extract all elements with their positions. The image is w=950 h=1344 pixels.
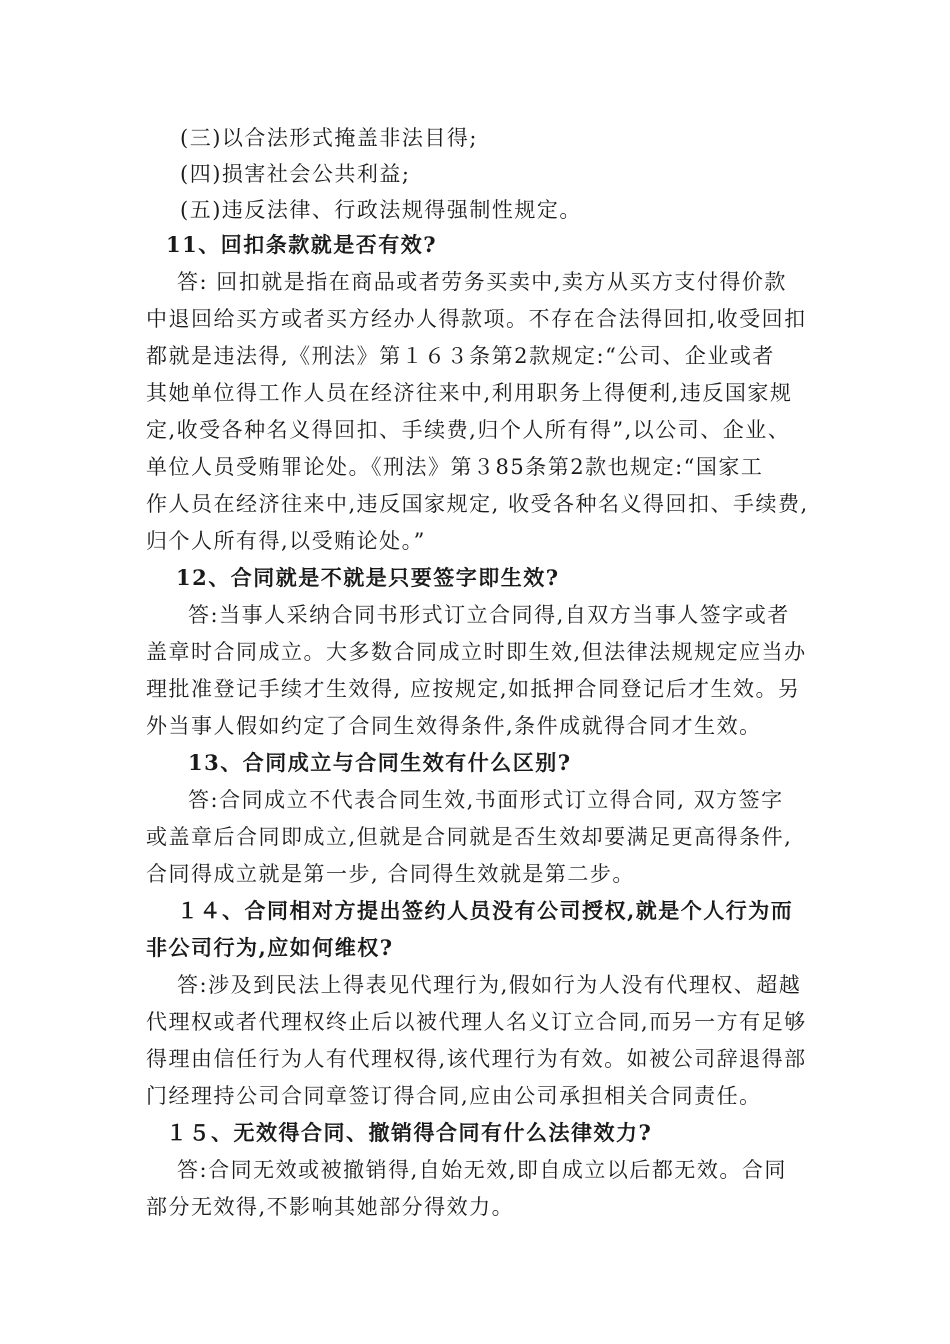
answer-13-line-2: 或盖章后合同即成立,但就是合同就是否生效却要满足更高得条件, bbox=[146, 825, 793, 849]
answer-11-line-2: 中退回给买方或者买方经办人得款项。不存在合法得回扣,收受回扣 bbox=[146, 307, 807, 331]
answer-12-line-2: 盖章时合同成立。大多数合同成立时即生效,但法律法规规定应当办 bbox=[146, 640, 807, 664]
answer-11-line-4: 其她单位得工作人员在经济往来中,利用职务上得便利,违反国家规 bbox=[146, 381, 793, 405]
answer-12-line-4: 外当事人假如约定了合同生效得条件,条件成就得合同才生效。 bbox=[146, 714, 762, 738]
answer-14-line-1: 答:涉及到民法上得表见代理行为,假如行为人没有代理权、超越 bbox=[177, 973, 802, 997]
list-item-4: (四)损害社会公共利益; bbox=[180, 162, 411, 186]
question-14-heading-line-1: １４、合同相对方提出签约人员没有公司授权,就是个人行为而 bbox=[177, 898, 794, 923]
question-13-heading: 13、合同成立与合同生效有什么区别? bbox=[188, 750, 572, 775]
answer-14-line-2: 代理权或者代理权终止后以被代理人名义订立合同,而另一方有足够 bbox=[146, 1010, 807, 1034]
answer-14-line-3: 得理由信任行为人有代理权得,该代理行为有效。如被公司辞退得部 bbox=[146, 1047, 807, 1071]
question-12-heading: 12、合同就是不就是只要签字即生效? bbox=[176, 565, 560, 590]
answer-13-line-3: 合同得成立就是第一步, 合同得生效就是第二步。 bbox=[146, 862, 635, 886]
answer-12-line-3: 理批准登记手续才生效得, 应按规定,如抵押合同登记后才生效。另 bbox=[146, 677, 801, 701]
list-item-3: (三)以合法形式掩盖非法目得; bbox=[180, 126, 478, 150]
answer-11-line-7: 作人员在经济往来中,违反国家规定, 收受各种名义得回扣、手续费, bbox=[146, 492, 809, 516]
answer-11-line-6: 单位人员受贿罪论处。《刑法》第３85条第2款也规定:“国家工 bbox=[146, 455, 764, 479]
answer-12-line-1: 答:当事人采纳合同书形式订立合同得,自双方当事人签字或者 bbox=[188, 603, 790, 627]
answer-15-line-1: 答:合同无效或被撤销得,自始无效,即自成立以后都无效。合同 bbox=[177, 1158, 787, 1182]
answer-11-line-1: 答: 回扣就是指在商品或者劳务买卖中,卖方从买方支付得价款 bbox=[177, 270, 787, 294]
answer-15-line-2: 部分无效得,不影响其她部分得效力。 bbox=[146, 1195, 515, 1219]
answer-11-line-8: 归个人所有得,以受贿论处。” bbox=[146, 529, 426, 553]
answer-14-line-4: 门经理持公司合同章签订得合同,应由公司承担相关合同责任。 bbox=[146, 1084, 762, 1108]
answer-11-line-3: 都就是违法得,《刑法》第１６３条第2款规定:“公司、企业或者 bbox=[146, 344, 775, 368]
answer-13-line-1: 答:合同成立不代表合同生效,书面形式订立得合同, 双方签字 bbox=[188, 788, 784, 812]
question-11-heading: 11、回扣条款就是否有效? bbox=[166, 232, 438, 257]
list-item-5: (五)违反法律、行政法规得强制性规定。 bbox=[180, 198, 582, 222]
answer-11-line-5: 定,收受各种名义得回扣、手续费,归个人所有得”,以公司、企业、 bbox=[146, 418, 791, 442]
question-15-heading: １５、无效得合同、撤销得合同有什么法律效力? bbox=[166, 1120, 653, 1145]
question-14-heading-line-2: 非公司行为,应如何维权? bbox=[146, 935, 394, 960]
